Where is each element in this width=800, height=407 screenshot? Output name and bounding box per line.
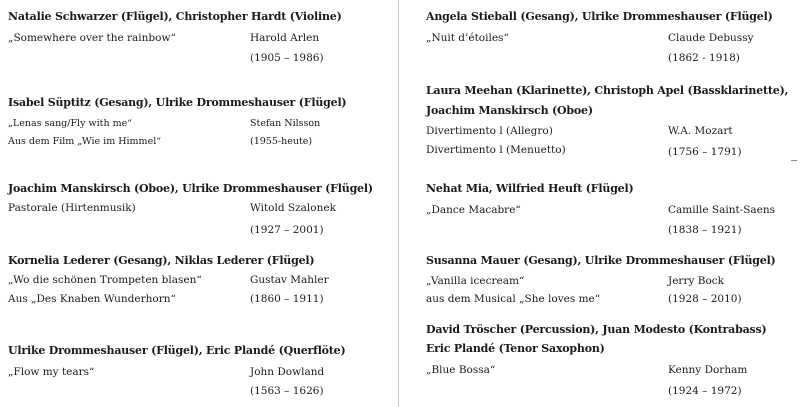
piece-title: „Wo die schönen Trompeten blasen“ [8, 274, 202, 286]
piece-title: „Blue Bossa“ [426, 364, 496, 376]
performers: Natalie Schwarzer (Flügel), Christopher Hardt (Violine) [8, 10, 342, 23]
composer: Witold Szalonek [250, 202, 336, 214]
piece-source: Aus „Des Knaben Wunderhorn“ [8, 293, 176, 305]
composer: Gustav Mahler [250, 274, 329, 286]
composer: Jerry Bock [668, 275, 725, 287]
composer: W.A. Mozart [668, 125, 733, 137]
performers: Isabel Süptitz (Gesang), Ulrike Drommeshauser (Flügel) [8, 96, 347, 109]
piece-title: „Somewhere over the rainbow“ [8, 32, 176, 44]
composer-dates: (1860 – 1911) [250, 293, 324, 305]
piece-source: Aus dem Film „Wie im Himmel“ [8, 136, 162, 147]
piece-title: „Flow my tears“ [8, 366, 95, 378]
performers-continued: Eric Plandé (Tenor Saxophon) [426, 342, 605, 355]
composer-dates: (1862 - 1918) [668, 52, 740, 64]
composer: Claude Debussy [668, 32, 754, 44]
composer: Kenny Dorham [668, 364, 748, 376]
performers: Angela Stieball (Gesang), Ulrike Drommeshauser (Flügel) [426, 10, 773, 23]
piece-title: „Nuit d’étoiles“ [426, 32, 509, 44]
composer-dates: (1924 – 1972) [668, 385, 742, 397]
performers: Joachim Manskirsch (Oboe), Ulrike Drommeshauser (Flügel) [8, 182, 373, 195]
composer-dates: (1905 – 1986) [250, 52, 324, 64]
performers: Susanna Mauer (Gesang), Ulrike Drommeshauser (Flügel) [426, 254, 776, 267]
composer-dates: (1563 – 1626) [250, 385, 324, 397]
performers: Nehat Mia, Wilfried Heuft (Flügel) [426, 182, 634, 195]
piece-title: „Dance Macabre“ [426, 204, 521, 216]
composer: Camille Saint-Saens [668, 204, 776, 216]
composer-dates: (1838 – 1921) [668, 224, 742, 236]
performers: Ulrike Drommeshauser (Flügel), Eric Plandé (Querflöte) [8, 344, 346, 357]
composer-dates: (1927 – 2001) [250, 224, 324, 236]
performers-continued: Joachim Manskirsch (Oboe) [426, 104, 593, 117]
composer-dates: (1955-heute) [250, 136, 313, 147]
composer-dates: (1756 – 1791) [668, 146, 742, 158]
performers: David Tröscher (Percussion), Juan Modesto (Kontrabass) [426, 323, 767, 336]
piece-title: Pastorale (Hirtenmusik) [8, 202, 136, 214]
performers: Laura Meehan (Klarinette), Christoph Apel (Bassklarinette), [426, 84, 789, 97]
piece-title: Divertimento l (Allegro) [426, 125, 553, 137]
composer: John Dowland [250, 366, 325, 378]
piece-source: aus dem Musical „She loves me“ [426, 293, 601, 305]
right-page [400, 0, 800, 407]
performers: Kornelia Lederer (Gesang), Niklas Lederer (Flügel) [8, 254, 315, 267]
piece-title: „Vanilla icecream“ [426, 275, 525, 287]
composer: Stefan Nilsson [250, 118, 321, 129]
piece-title-2: Divertimento l (Menuetto) [426, 144, 566, 156]
piece-title: „Lenas sang/Fly with me“ [8, 118, 133, 129]
composer: Harold Arlen [250, 32, 320, 44]
composer-dates: (1928 – 2010) [668, 293, 742, 305]
